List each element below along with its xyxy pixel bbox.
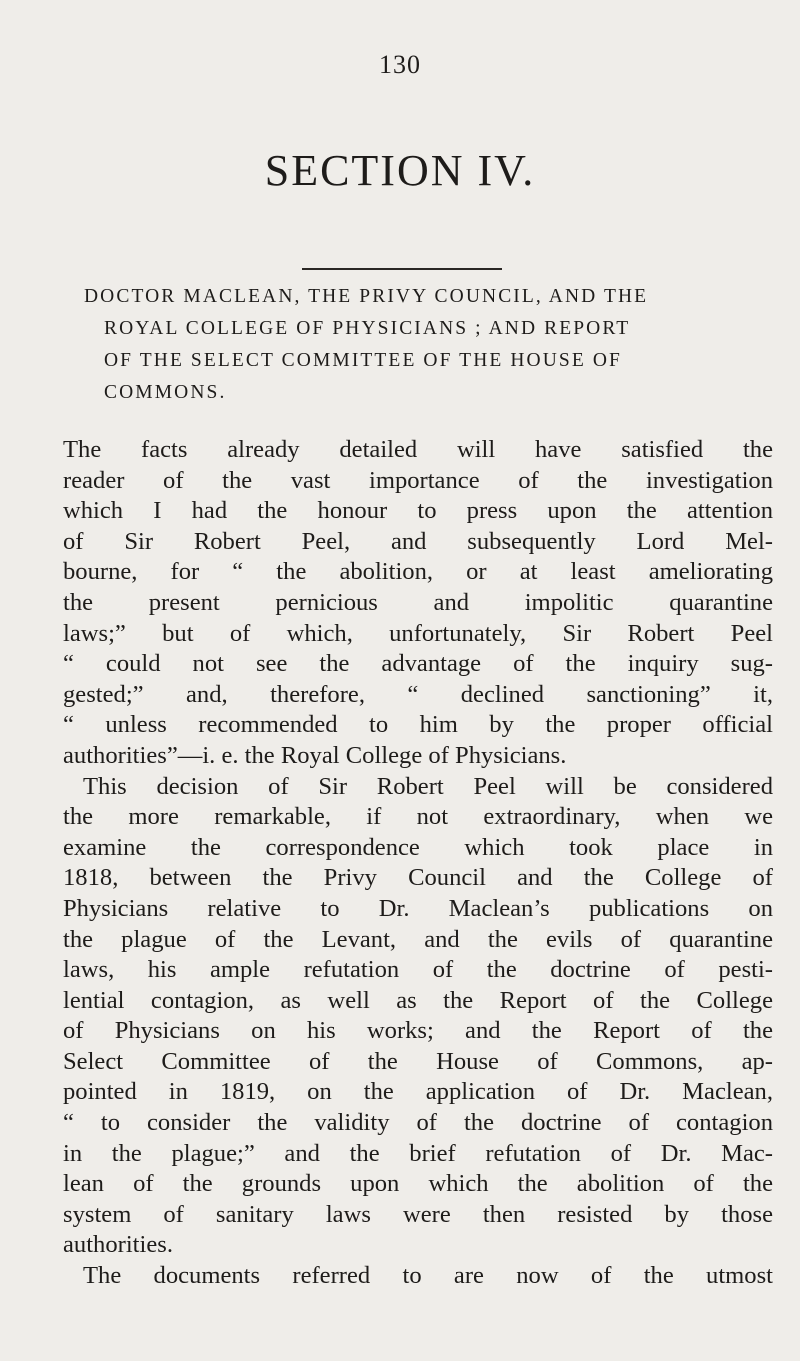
text-line: of Sir Robert Peel, and subsequently Lord Mel- xyxy=(63,527,773,555)
text-line: authorities”—i. e. the Royal College of Physicians. xyxy=(63,741,567,769)
text-line: Physicians relative to Dr. Maclean’s publications on xyxy=(63,894,773,922)
text-line: the plague of the Levant, and the evils of quarantine xyxy=(63,925,773,953)
text-line: 1818, between the Privy Council and the College of xyxy=(63,864,773,892)
heading-line: COMMONS. xyxy=(104,382,227,403)
body-text xyxy=(63,435,773,1292)
text-line: lential contagion, as well as the Report of the College xyxy=(63,986,773,1014)
text-line: Select Committee of the House of Commons, ap- xyxy=(63,1047,773,1075)
text-line: laws;” but of which, unfortunately, Sir Robert Peel xyxy=(63,619,773,647)
text-line: laws, his ample refutation of the doctrine of pesti- xyxy=(63,956,773,984)
text-line: This decision of Sir Robert Peel will be considered xyxy=(83,772,773,800)
page-number: 130 xyxy=(379,50,421,79)
text-line: in the plague;” and the brief refutation of Dr. Mac- xyxy=(63,1139,773,1167)
text-line: gested;” and, therefore, “ declined sanctioning” it, xyxy=(63,680,773,708)
heading-line: DOCTOR MACLEAN, THE PRIVY COUNCIL, AND THE xyxy=(84,286,649,307)
text-line: “ could not see the advantage of the inquiry sug- xyxy=(63,650,773,678)
text-line: “ to consider the validity of the doctrine of contagion xyxy=(63,1109,773,1137)
text-line: system of sanitary laws were then resisted by those xyxy=(63,1200,773,1228)
text-line: bourne, for “ the abolition, or at least ameliorating xyxy=(63,558,773,586)
text-line: authorities. xyxy=(63,1231,173,1259)
text-line: lean of the grounds upon which the abolition of the xyxy=(63,1170,773,1198)
text-line: the present pernicious and impolitic quarantine xyxy=(63,588,773,616)
heading-line: OF THE SELECT COMMITTEE OF THE HOUSE OF xyxy=(104,350,622,371)
text-line: “ unless recommended to him by the proper official xyxy=(63,711,773,739)
text-line: the more remarkable, if not extraordinary, when we xyxy=(63,803,773,831)
text-line: of Physicians on his works; and the Report of the xyxy=(63,1017,773,1045)
text-line: pointed in 1819, on the application of Dr. Maclean, xyxy=(63,1078,773,1106)
heading-line: ROYAL COLLEGE OF PHYSICIANS ; AND REPORT xyxy=(104,318,631,339)
section-title: SECTION IV. xyxy=(264,146,536,195)
section-heading xyxy=(84,281,774,409)
text-line: examine the correspondence which took place in xyxy=(63,833,773,861)
text-line: The facts already detailed will have satisfied the xyxy=(63,436,773,463)
text-line: which I had the honour to press upon the attention xyxy=(63,497,773,525)
text-line: reader of the vast importance of the investigation xyxy=(63,466,773,494)
text-line: The documents referred to are now of the utmost xyxy=(83,1262,773,1290)
section-divider xyxy=(302,268,502,270)
